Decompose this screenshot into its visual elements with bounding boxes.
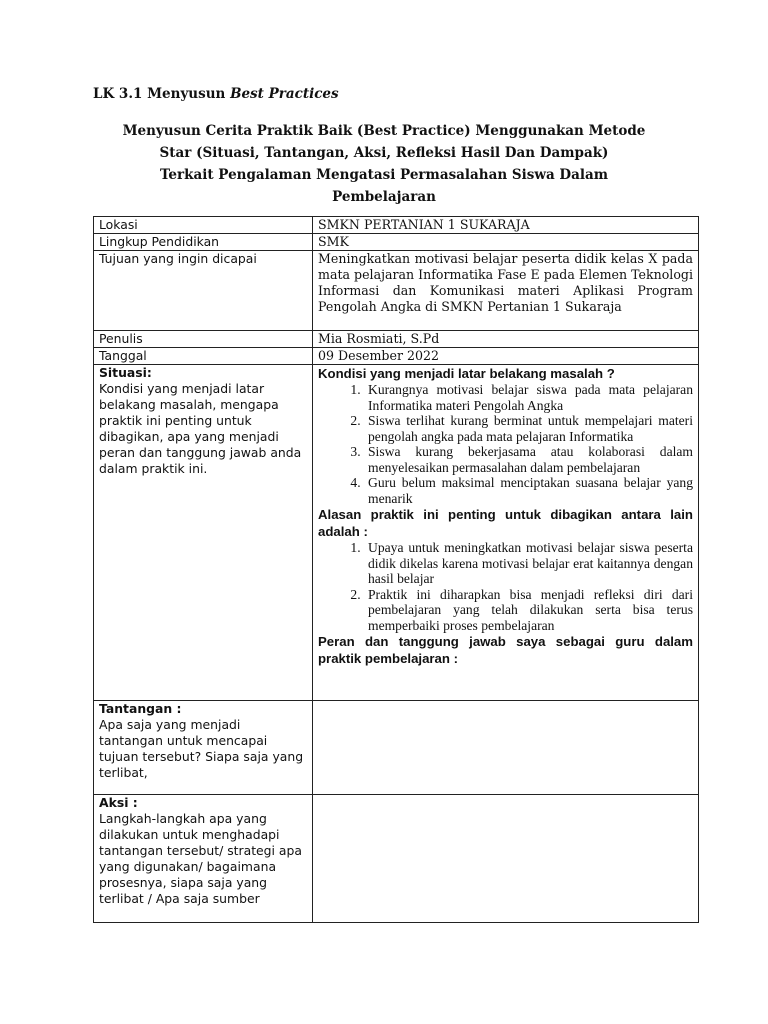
situasi-label-cell [94,365,313,701]
value-lingkup: SMK [313,234,699,251]
aksi-label: Aksi : [99,795,138,810]
worksheet-header [93,86,339,102]
row-aksi [94,795,699,923]
situasi-question-2: Alasan praktik ini penting untuk dibagikan antara lain adalah : [318,507,693,539]
value-tujuan: Meningkatkan motivasi belajar peserta didik kelas X pada mata pelajaran Informatika Fase E pada Elemen Teknologi Informasi dan Komunikasi materi Aplikasi Program Pengolah Angka di SMKN Pertanian 1 Sukaraja [313,251,699,331]
row-lokasi [94,217,699,234]
tantangan-description: Apa saja yang menjadi tantangan untuk mencapai tujuan tersebut? Siapa saja yang terlibat, [99,717,304,780]
aksi-content-cell [313,795,699,923]
list-item: 1. Upaya untuk meningkatkan motivasi belajar siswa peserta didik dikelas karena motivasi belajar erat kaitannya dengan hasil belajar [364,540,693,587]
list-item: 2. Siswa terlihat kurang berminat untuk mempelajari materi pengolah angka pada mata pelajaran Informatika [364,413,693,444]
best-practice-table [93,216,699,923]
list-item: 1. Kurangnya motivasi belajar siswa pada mata pelajaran Informatika materi Pengolah Angka [364,382,693,413]
value-tanggal: 09 Desember 2022 [313,348,699,365]
tantangan-label-cell [94,701,313,795]
title-line-4: Pembelajaran [332,189,436,205]
situasi-question-3: Peran dan tanggung jawab saya sebagai guru dalam praktik pembelajaran : [318,634,693,666]
row-situasi [94,365,699,701]
document-title [80,120,688,208]
header-italic: Best Practices [230,86,339,102]
header-prefix: LK 3.1 Menyusun [93,86,231,102]
aksi-label-cell [94,795,313,923]
situasi-list-2 [318,540,693,633]
label-lingkup: Lingkup Pendidikan [94,234,313,251]
tantangan-content-cell [313,701,699,795]
situasi-list-1 [318,382,693,506]
situasi-description: Kondisi yang menjadi latar belakang masalah, mengapa praktik ini penting untuk dibagikan, apa yang menjadi peran dan tanggung jawab anda dalam praktik ini. [99,381,302,476]
row-tujuan [94,251,699,331]
value-penulis: Mia Rosmiati, S.Pd [313,331,699,348]
row-tanggal [94,348,699,365]
situasi-label: Situasi: [99,365,152,380]
situasi-content-cell [313,365,699,701]
row-penulis [94,331,699,348]
title-line-2: Star (Situasi, Tantangan, Aksi, Refleksi Hasil Dan Dampak) [159,145,609,161]
aksi-description: Langkah-langkah apa yang dilakukan untuk menghadapi tantangan tersebut/ strategi apa yang digunakan/ bagaimana prosesnya, siapa saja yang terlibat / Apa saja sumber [99,811,302,906]
list-item: 4. Guru belum maksimal menciptakan suasana belajar yang menarik [364,475,693,506]
title-line-3: Terkait Pengalaman Mengatasi Permasalahan Siswa Dalam [159,167,609,183]
row-lingkup [94,234,699,251]
title-line-1: Menyusun Cerita Praktik Baik (Best Practice) Menggunakan Metode [122,123,646,139]
situasi-question-1: Kondisi yang menjadi latar belakang masalah ? [318,366,615,381]
label-penulis: Penulis [94,331,313,348]
label-tanggal: Tanggal [94,348,313,365]
value-lokasi: SMKN PERTANIAN 1 SUKARAJA [313,217,699,234]
row-tantangan [94,701,699,795]
list-item: 3. Siswa kurang bekerjasama atau kolaborasi dalam menyelesaikan permasalahan dalam pembelajaran [364,444,693,475]
label-tujuan: Tujuan yang ingin dicapai [94,251,313,331]
label-lokasi: Lokasi [94,217,313,234]
list-item: 2. Praktik ini diharapkan bisa menjadi refleksi diri dari pembelajaran yang telah dilakukan serta bisa terus memperbaiki proses pembelajaran [364,587,693,634]
tantangan-label: Tantangan : [99,701,182,716]
